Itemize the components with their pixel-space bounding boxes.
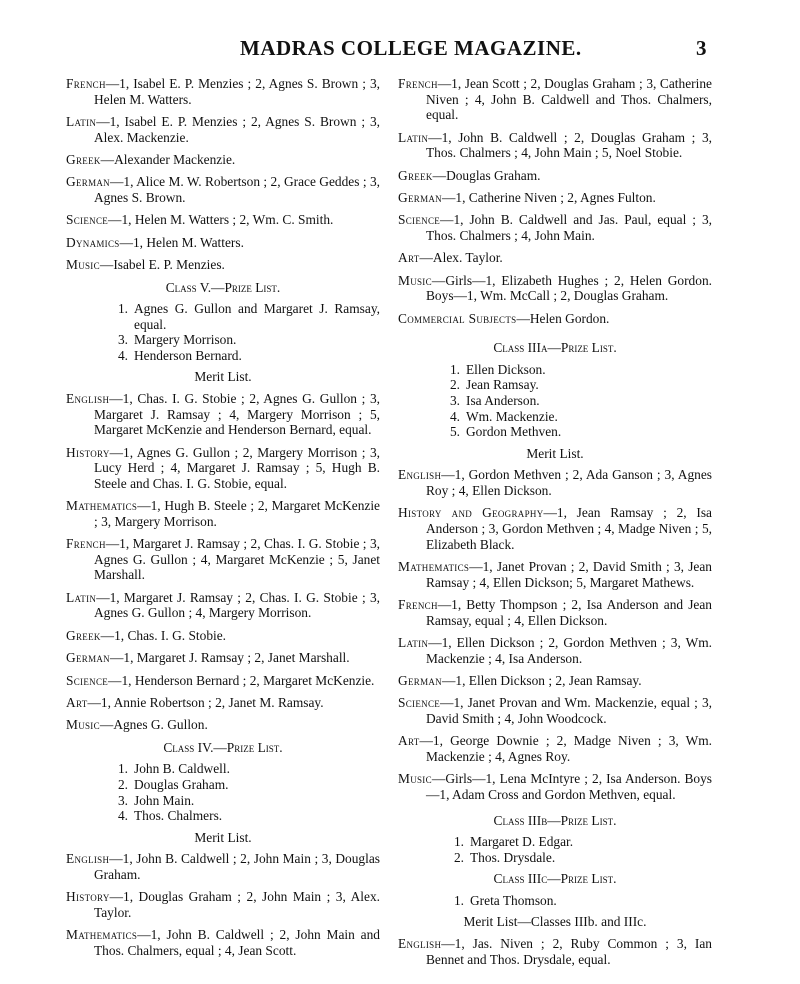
result-entry bbox=[398, 733, 712, 764]
subject-label: Science bbox=[398, 212, 441, 228]
prize-name: Henderson Bernard. bbox=[134, 347, 242, 363]
prize-item bbox=[110, 777, 380, 793]
prize-item bbox=[110, 301, 380, 332]
result-entry bbox=[398, 467, 712, 498]
result-text: —1, Helen M. Watters. bbox=[119, 234, 244, 250]
result-text: —1, Margaret J. Ramsay ; 2, Janet Marshall. bbox=[109, 650, 350, 666]
prize-name: Douglas Graham. bbox=[134, 776, 229, 792]
result-text: —1, Janet Provan and Wm. Mackenzie, equal ; 3, David Smith ; 4, John Woodcock. bbox=[426, 695, 712, 726]
prize-item bbox=[442, 393, 712, 409]
prize-rank: 3. bbox=[449, 393, 460, 409]
result-entry bbox=[398, 695, 712, 726]
result-entry bbox=[398, 936, 712, 967]
result-entry bbox=[66, 152, 380, 168]
prize-name: Isa Anderson. bbox=[466, 393, 540, 409]
prize-item bbox=[446, 893, 712, 909]
result-text: —1, Jas. Niven ; 2, Ruby Common ; 3, Ian Bennet and Thos. Drysdale, equal. bbox=[426, 936, 712, 967]
result-text: —1, Ellen Dickson ; 2, Jean Ramsay. bbox=[441, 672, 642, 688]
subject-label: Art bbox=[398, 250, 420, 266]
prize-name: Agnes G. Gullon and Margaret J. Ramsay, equal. bbox=[134, 301, 380, 332]
result-text: —1, Margaret J. Ramsay ; 2, Chas. I. G. Stobie ; 3, Agnes G. Gullon ; 4, Margery Morrison. bbox=[94, 589, 380, 621]
subject-label: Dynamics bbox=[66, 234, 120, 250]
result-entry bbox=[66, 695, 380, 711]
subject-label: Commercial Subjects bbox=[398, 310, 517, 326]
subject-label: Music bbox=[398, 771, 432, 787]
subject-label: German bbox=[66, 650, 110, 666]
result-text: —1, Isabel E. P. Menzies ; 2, Agnes S. Brown ; 3, Alex. Mackenzie. bbox=[94, 113, 380, 145]
result-entry bbox=[66, 114, 380, 145]
subject-label: German bbox=[398, 189, 442, 205]
result-text: —Girls—1, Elizabeth Hughes ; 2, Helen Gordon. Boys—1, Wm. McCall ; 2, Douglas Graham. bbox=[426, 272, 712, 304]
result-text: —1, John B. Caldwell ; 2, John Main ; 3, Douglas Graham. bbox=[94, 851, 380, 882]
subject-label: English bbox=[66, 391, 110, 407]
result-entry bbox=[66, 76, 380, 107]
result-entry bbox=[66, 851, 380, 882]
result-text: —1, Jean Scott ; 2, Douglas Graham ; 3, Catherine Niven ; 4, John B. Caldwell and Thos. Chalmers, equal. bbox=[426, 76, 712, 123]
right-column bbox=[398, 76, 712, 974]
prize-name: John Main. bbox=[134, 792, 195, 808]
result-text: —1, Jean Ramsay ; 2, Isa Anderson ; 3, Gordon Methven ; 4, Madge Niven ; 5, Elizabeth Black. bbox=[426, 505, 713, 552]
page-title: MADRAS COLLEGE MAGAZINE. bbox=[240, 36, 582, 60]
result-text: —1, Annie Robertson ; 2, Janet M. Ramsay. bbox=[87, 694, 324, 710]
result-text: —1, John B. Caldwell ; 2, Douglas Graham ; 3, Thos. Chalmers ; 4, John Main ; 5, Noel Stobie. bbox=[426, 129, 712, 161]
prize-name: Jean Ramsay. bbox=[466, 377, 539, 393]
subject-label: Science bbox=[66, 212, 109, 228]
subject-label: Music bbox=[398, 272, 432, 288]
result-entry bbox=[66, 174, 380, 205]
class5-merit-heading: Merit List. bbox=[194, 369, 252, 385]
class3a-heading: Class IIIa—Prize List. bbox=[493, 340, 617, 356]
subject-label: French bbox=[66, 76, 106, 91]
prize-rank: 4. bbox=[117, 808, 128, 824]
prize-item bbox=[446, 850, 712, 866]
prize-name: Thos. Drysdale. bbox=[470, 849, 556, 865]
prize-name: Margaret D. Edgar. bbox=[470, 834, 574, 850]
left-column bbox=[66, 76, 380, 965]
result-entry bbox=[398, 311, 712, 327]
class6-results bbox=[66, 76, 380, 273]
page-header bbox=[0, 0, 800, 70]
subject-label: Latin bbox=[398, 634, 429, 650]
result-entry bbox=[66, 673, 380, 689]
result-text: —1, Henderson Bernard ; 2, Margaret McKenzie. bbox=[108, 672, 375, 688]
prize-name: Wm. Mackenzie. bbox=[466, 408, 558, 424]
result-entry bbox=[398, 673, 712, 689]
prize-item bbox=[442, 377, 712, 393]
result-text: —1, Helen M. Watters ; 2, Wm. C. Smith. bbox=[108, 212, 334, 228]
result-text: —1, John B. Caldwell and Jas. Paul, equal ; 3, Thos. Chalmers ; 4, John Main. bbox=[426, 212, 712, 243]
page-number: 3 bbox=[696, 36, 707, 60]
subject-label: Music bbox=[66, 717, 100, 733]
result-text: —1, Douglas Graham ; 2, John Main ; 3, Alex. Taylor. bbox=[94, 889, 380, 920]
class5-prize-list bbox=[66, 301, 380, 363]
result-entry bbox=[66, 650, 380, 666]
subject-label: Mathematics bbox=[66, 927, 138, 943]
result-entry bbox=[66, 445, 380, 492]
subject-label: French bbox=[66, 536, 106, 552]
subject-label: Greek bbox=[66, 151, 101, 167]
class3b-heading: Class IIIb—Prize List. bbox=[493, 812, 617, 828]
subject-label: History and Geography bbox=[398, 505, 544, 521]
class4-heading: Class IV.—Prize List. bbox=[163, 739, 283, 755]
prize-name: Gordon Methven. bbox=[466, 424, 562, 440]
result-text: —1, Chas. I. G. Stobie. bbox=[100, 627, 227, 643]
prize-name: Margery Morrison. bbox=[134, 332, 237, 348]
subject-label: German bbox=[398, 672, 442, 688]
subject-label: Greek bbox=[66, 627, 101, 643]
result-entry bbox=[66, 889, 380, 920]
subject-label: Latin bbox=[66, 113, 97, 129]
subject-label: French bbox=[398, 76, 438, 91]
prize-name: John B. Caldwell. bbox=[134, 761, 230, 777]
class5-heading: Class V.—Prize List. bbox=[165, 279, 281, 295]
prize-rank: 4. bbox=[117, 347, 128, 363]
result-entry bbox=[398, 212, 712, 243]
result-entry bbox=[66, 590, 380, 621]
subject-label: Latin bbox=[398, 129, 429, 145]
result-text: —Isabel E. P. Menzies. bbox=[99, 257, 225, 273]
prize-rank: 1. bbox=[117, 301, 128, 317]
subject-label: Greek bbox=[398, 167, 433, 183]
prize-item bbox=[442, 424, 712, 440]
prize-item bbox=[442, 362, 712, 378]
prize-rank: 1. bbox=[453, 834, 464, 850]
result-entry bbox=[66, 628, 380, 644]
result-entry bbox=[398, 597, 712, 628]
result-text: —1, Hugh B. Steele ; 2, Margaret McKenzie ; 3, Margery Morrison. bbox=[94, 498, 380, 529]
class4-results-continued bbox=[398, 76, 712, 326]
prize-rank: 2. bbox=[453, 849, 464, 865]
result-text: —1, George Downie ; 2, Madge Niven ; 3, Wm. Mackenzie ; 4, Agnes Roy. bbox=[419, 733, 712, 764]
result-text: —Girls—1, Lena McIntyre ; 2, Isa Anderson. Boys—1, Adam Cross and Gordon Methven, equal. bbox=[426, 771, 712, 802]
subject-label: German bbox=[66, 174, 110, 190]
class3b-prize-list bbox=[398, 834, 712, 865]
result-entry bbox=[66, 257, 380, 273]
class5-merit-list bbox=[66, 391, 380, 733]
class3a-merit-list bbox=[398, 467, 712, 802]
result-text: —1, Agnes G. Gullon ; 2, Margery Morrison ; 3, Lucy Herd ; 4, Margaret J. Ramsay ; 5, Hugh B. Steele and Chas. I. G. Stobie, equal. bbox=[94, 444, 380, 491]
prize-item bbox=[446, 834, 712, 850]
prize-item bbox=[110, 761, 380, 777]
class3a-merit-heading: Merit List. bbox=[526, 445, 584, 461]
subject-label: Science bbox=[66, 672, 109, 688]
prize-rank: 4. bbox=[449, 408, 460, 424]
result-text: —Douglas Graham. bbox=[432, 167, 541, 183]
result-entry bbox=[398, 130, 712, 161]
class4-merit-heading: Merit List. bbox=[194, 829, 252, 845]
subject-label: Music bbox=[66, 257, 100, 273]
prize-rank: 1. bbox=[449, 361, 460, 377]
result-entry bbox=[66, 212, 380, 228]
result-text: —Alexander Mackenzie. bbox=[100, 151, 236, 167]
subject-label: Art bbox=[66, 694, 88, 710]
prize-name: Thos. Chalmers. bbox=[134, 808, 223, 824]
result-text: —1, Alice M. W. Robertson ; 2, Grace Geddes ; 3, Agnes S. Brown. bbox=[94, 174, 380, 205]
subject-label: History bbox=[66, 444, 110, 460]
prize-rank: 5. bbox=[449, 424, 460, 440]
result-entry bbox=[398, 273, 712, 304]
result-entry bbox=[398, 505, 712, 552]
prize-rank: 3. bbox=[117, 792, 128, 808]
subject-label: Art bbox=[398, 733, 420, 749]
prize-item bbox=[442, 409, 712, 425]
prize-item bbox=[110, 793, 380, 809]
class3a-prize-list bbox=[398, 362, 712, 440]
prize-rank: 3. bbox=[117, 332, 128, 348]
prize-item bbox=[110, 332, 380, 348]
result-text: —1, Betty Thompson ; 2, Isa Anderson and Jean Ramsay, equal ; 4, Ellen Dickson. bbox=[426, 597, 712, 628]
result-text: —1, Chas. I. G. Stobie ; 2, Agnes G. Gullon ; 3, Margaret J. Ramsay ; 4, Margery Morrison ; 5, Margaret McKenzie and Henderson Bernard, equal. bbox=[94, 391, 380, 438]
result-entry bbox=[66, 717, 380, 733]
subject-label: Science bbox=[398, 695, 441, 711]
result-entry bbox=[398, 76, 712, 123]
prize-name: Greta Thomson. bbox=[470, 892, 557, 908]
result-text: —1, John B. Caldwell ; 2, John Main and Thos. Chalmers, equal ; 4, Jean Scott. bbox=[94, 927, 380, 958]
result-entry bbox=[66, 536, 380, 583]
result-entry bbox=[66, 927, 380, 958]
result-entry bbox=[398, 635, 712, 666]
result-text: —Helen Gordon. bbox=[516, 310, 610, 326]
class3c-heading: Class IIIc—Prize List. bbox=[493, 871, 617, 887]
prize-rank: 1. bbox=[117, 761, 128, 777]
merit-3bc-heading: Merit List—Classes IIIb. and IIIc. bbox=[463, 914, 647, 930]
subject-label: Latin bbox=[66, 589, 97, 605]
class4-prize-list bbox=[66, 761, 380, 823]
subject-label: French bbox=[398, 597, 438, 612]
result-entry bbox=[66, 498, 380, 529]
result-text: —1, Catherine Niven ; 2, Agnes Fulton. bbox=[441, 189, 656, 205]
subject-label: English bbox=[398, 936, 442, 952]
prize-item bbox=[110, 348, 380, 364]
class4-merit-list bbox=[66, 851, 380, 958]
result-entry bbox=[398, 771, 712, 802]
prize-rank: 2. bbox=[117, 776, 128, 792]
subject-label: Mathematics bbox=[66, 498, 138, 514]
result-entry bbox=[66, 391, 380, 438]
result-text: —1, Gordon Methven ; 2, Ada Ganson ; 3, Agnes Roy ; 4, Ellen Dickson. bbox=[426, 467, 712, 499]
result-text: —1, Ellen Dickson ; 2, Gordon Methven ; 3, Wm. Mackenzie ; 4, Isa Anderson. bbox=[426, 634, 712, 666]
merit-3bc-list bbox=[398, 936, 712, 967]
result-text: —1, Margaret J. Ramsay ; 2, Chas. I. G. Stobie ; 3, Agnes G. Gullon ; 4, Margaret McKenzie ; 5, Janet Marshall. bbox=[94, 536, 380, 583]
result-entry bbox=[398, 168, 712, 184]
result-entry bbox=[398, 250, 712, 266]
result-entry bbox=[398, 559, 712, 590]
result-entry bbox=[398, 190, 712, 206]
result-text: —1, Janet Provan ; 2, David Smith ; 3, Jean Ramsay ; 4, Ellen Dickson; 5, Margaret Mathews. bbox=[426, 559, 712, 590]
subject-label: History bbox=[66, 889, 110, 905]
subject-label: English bbox=[66, 851, 110, 867]
result-text: —Alex. Taylor. bbox=[419, 250, 503, 266]
prize-rank: 2. bbox=[449, 377, 460, 393]
result-text: —Agnes G. Gullon. bbox=[99, 717, 208, 733]
result-entry bbox=[66, 235, 380, 251]
prize-item bbox=[110, 808, 380, 824]
prize-rank: 1. bbox=[453, 892, 464, 908]
subject-label: English bbox=[398, 467, 442, 483]
subject-label: Mathematics bbox=[398, 559, 470, 575]
result-text: —1, Isabel E. P. Menzies ; 2, Agnes S. Brown ; 3, Helen M. Watters. bbox=[94, 76, 380, 107]
class3c-prize-list bbox=[398, 893, 712, 909]
prize-name: Ellen Dickson. bbox=[466, 361, 546, 377]
